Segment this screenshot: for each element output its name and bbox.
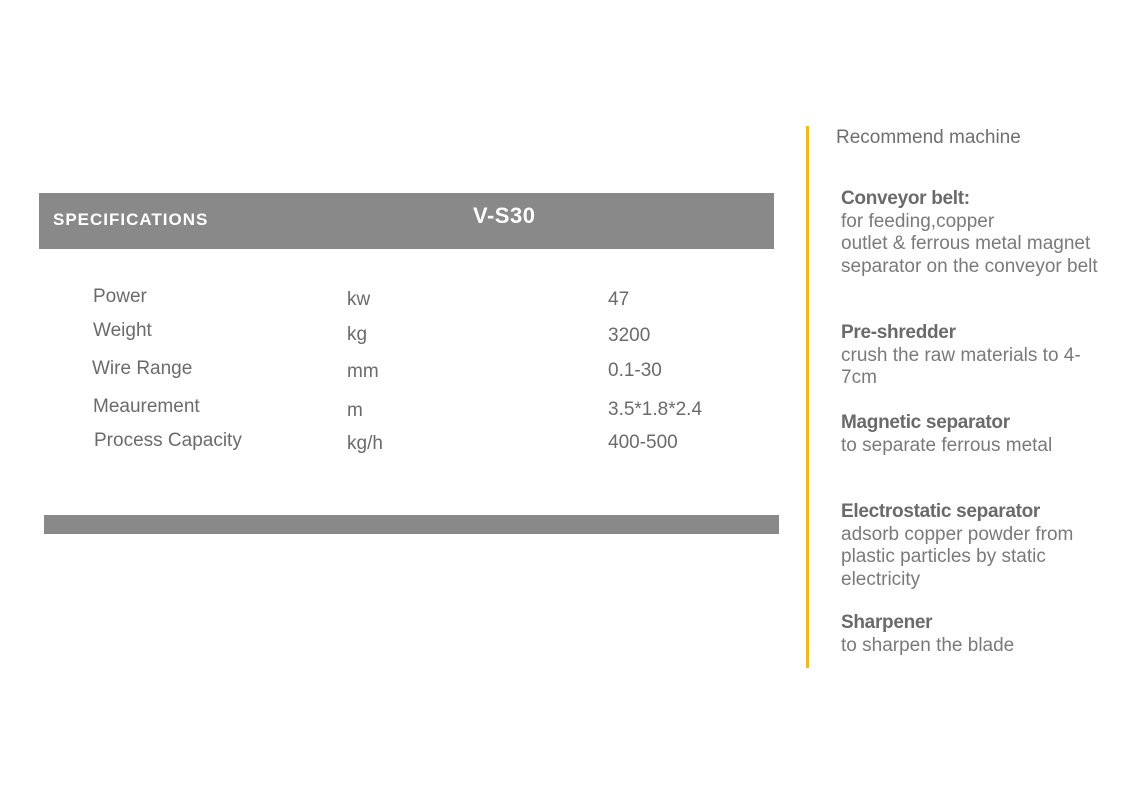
machine-name: Pre-shredder	[841, 322, 956, 343]
machine-name: Conveyor belt:	[841, 188, 970, 209]
spec-unit: kg/h	[347, 433, 383, 454]
machine-magnetic-separator	[841, 412, 1111, 457]
spec-value: 3.5*1.8*2.4	[608, 399, 703, 420]
spec-unit: kw	[347, 289, 371, 310]
spec-row-meaurement	[0, 396, 780, 426]
machine-description: to sharpen the blade	[841, 634, 1015, 656]
machine-electrostatic-separator	[841, 501, 1111, 591]
spec-unit: m	[347, 400, 363, 421]
machine-description: to separate ferrous metal	[841, 434, 1053, 456]
accent-divider	[806, 126, 809, 668]
machine-name: Magnetic separator	[841, 412, 1010, 433]
specifications-footer-bar	[44, 515, 779, 534]
spec-name: Meaurement	[93, 396, 200, 417]
spec-row-process-capacity	[0, 430, 780, 460]
recommend-title: Recommend machine	[836, 127, 1021, 148]
spec-value: 47	[608, 289, 630, 310]
spec-value: 400-500	[608, 432, 678, 453]
spec-row-weight	[0, 320, 780, 350]
spec-name: Weight	[93, 320, 152, 341]
spec-name: Wire Range	[92, 358, 193, 379]
model-name: V-S30	[473, 203, 536, 228]
spec-unit: mm	[347, 361, 379, 382]
machine-name: Sharpener	[841, 612, 933, 633]
spec-name: Power	[93, 286, 147, 307]
machine-name: Electrostatic separator	[841, 501, 1041, 522]
machine-description: for feeding,copper outlet & ferrous metal magnet separator on the conveyor belt	[841, 210, 1098, 277]
machine-description: crush the raw materials to 4-7cm	[841, 344, 1081, 388]
machine-pre-shredder	[841, 322, 1111, 390]
spec-row-wire-range	[0, 358, 780, 388]
spec-name: Process Capacity	[94, 430, 242, 451]
machine-description: adsorb copper powder from plastic particles by static electricity	[841, 523, 1074, 590]
machine-sharpener	[841, 612, 1111, 657]
specifications-header	[39, 193, 774, 249]
spec-value: 3200	[608, 325, 651, 346]
specifications-title: SPECIFICATIONS	[53, 210, 209, 229]
spec-unit: kg	[347, 324, 368, 345]
spec-value: 0.1-30	[608, 360, 662, 381]
machine-conveyor-belt	[841, 188, 1111, 278]
spec-row-power	[0, 286, 780, 316]
